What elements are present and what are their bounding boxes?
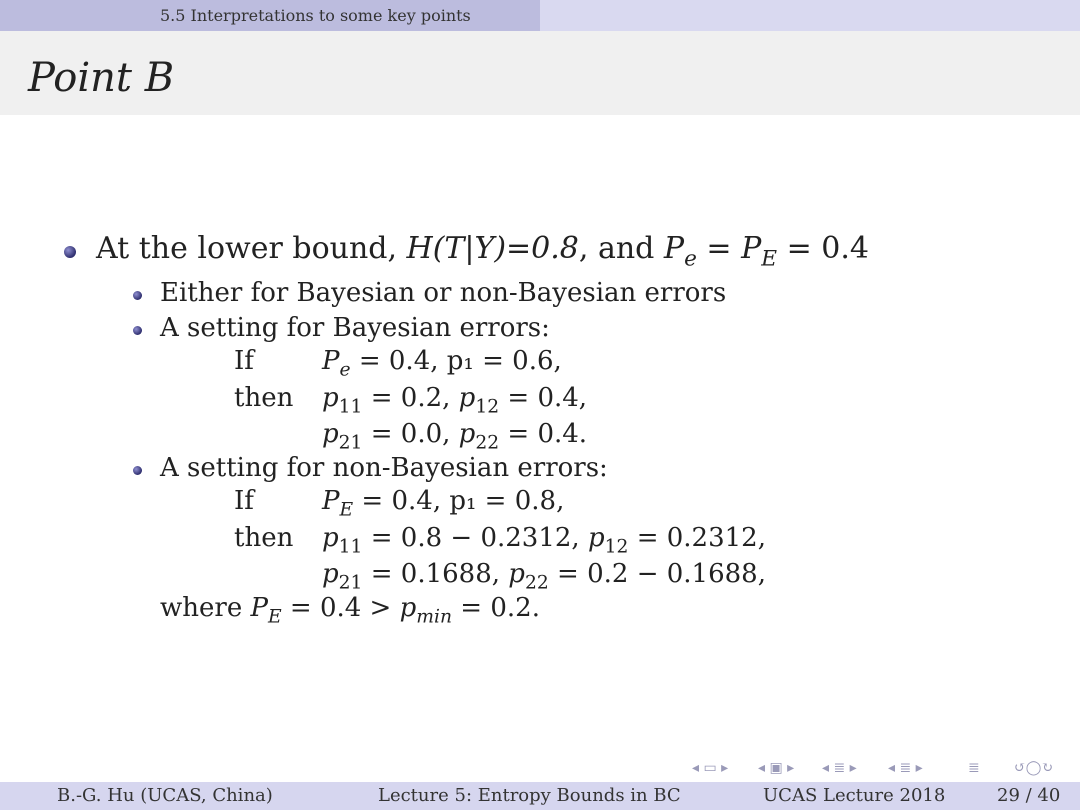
footer-lecture: Lecture 5: Entropy Bounds in BC <box>378 785 681 806</box>
search-icon[interactable]: ↺◯↻ <box>1014 760 1054 776</box>
bayes-row-3: $p_{21} = 0.0$, $p_{22} = 0.4$. <box>322 419 588 454</box>
main-bullet-eq: = 0.4 <box>786 231 869 266</box>
nonbayes-row-2: $p_{11} = 0.8 - 0.2312$, $p_{12} = 0.2312$, <box>322 523 766 558</box>
section-icon[interactable]: ◂ ≣ ▸ <box>888 760 923 776</box>
nonbayes-where-row: where $P_E = 0.4 > p_{min} = 0.2$. <box>160 593 540 628</box>
footer-author: B.-G. Hu (UCAS, China) <box>57 785 273 806</box>
nonbayes-row-1: $P_E = 0.4$, p₁ = 0.8, <box>322 486 565 521</box>
sub-bullet-1: Either for Bayesian or non-Bayesian errors <box>160 278 727 308</box>
frame-prev-icon[interactable]: ◂ ▭ ▸ <box>692 760 729 776</box>
sub-bullet-3: A setting for non-Bayesian errors: <box>160 453 608 483</box>
main-bullet-entropy: H(T|Y)=0.8 <box>406 231 579 266</box>
main-bullet-mid: , and <box>578 231 664 266</box>
sub-bullet-dot-icon <box>133 326 142 335</box>
bayes-row-2: $p_{11} = 0.2$, $p_{12} = 0.4$, <box>322 383 588 418</box>
appendix-icon[interactable]: ≣ <box>968 760 980 776</box>
bayes-if-keyword: If <box>234 346 254 376</box>
main-bullet-lead: At the lower bound, <box>96 231 407 266</box>
nonbayes-then-keyword: then <box>234 523 294 553</box>
bayes-then-keyword: then <box>234 383 294 413</box>
frame-icon[interactable]: ◂ ▣ ▸ <box>758 760 795 776</box>
main-bullet-text: At the lower bound, H(T|Y)=0.8, and $P_e = P_E = 0.4$ <box>96 231 869 272</box>
sub-bullet-dot-icon <box>133 291 142 300</box>
footer-course: UCAS Lecture 2018 <box>763 785 946 806</box>
footer-page-number: 29 / 40 <box>997 785 1061 806</box>
nonbayes-row-3: $p_{21} = 0.1688$, $p_{22} = 0.2 - 0.1688$, <box>322 559 766 594</box>
bullet-dot-icon <box>64 246 76 258</box>
sub-bullet-dot-icon <box>133 466 142 475</box>
slide-title: Point B <box>28 55 175 101</box>
bayes-row-1: $P_e = 0.4$, p₁ = 0.6, <box>322 346 562 381</box>
header-section-label[interactable]: 5.5 Interpretations to some key points <box>0 0 540 31</box>
nonbayes-if-keyword: If <box>234 486 254 516</box>
sub-bullet-2: A setting for Bayesian errors: <box>160 313 550 343</box>
subsection-icon[interactable]: ◂ ≣ ▸ <box>822 760 857 776</box>
